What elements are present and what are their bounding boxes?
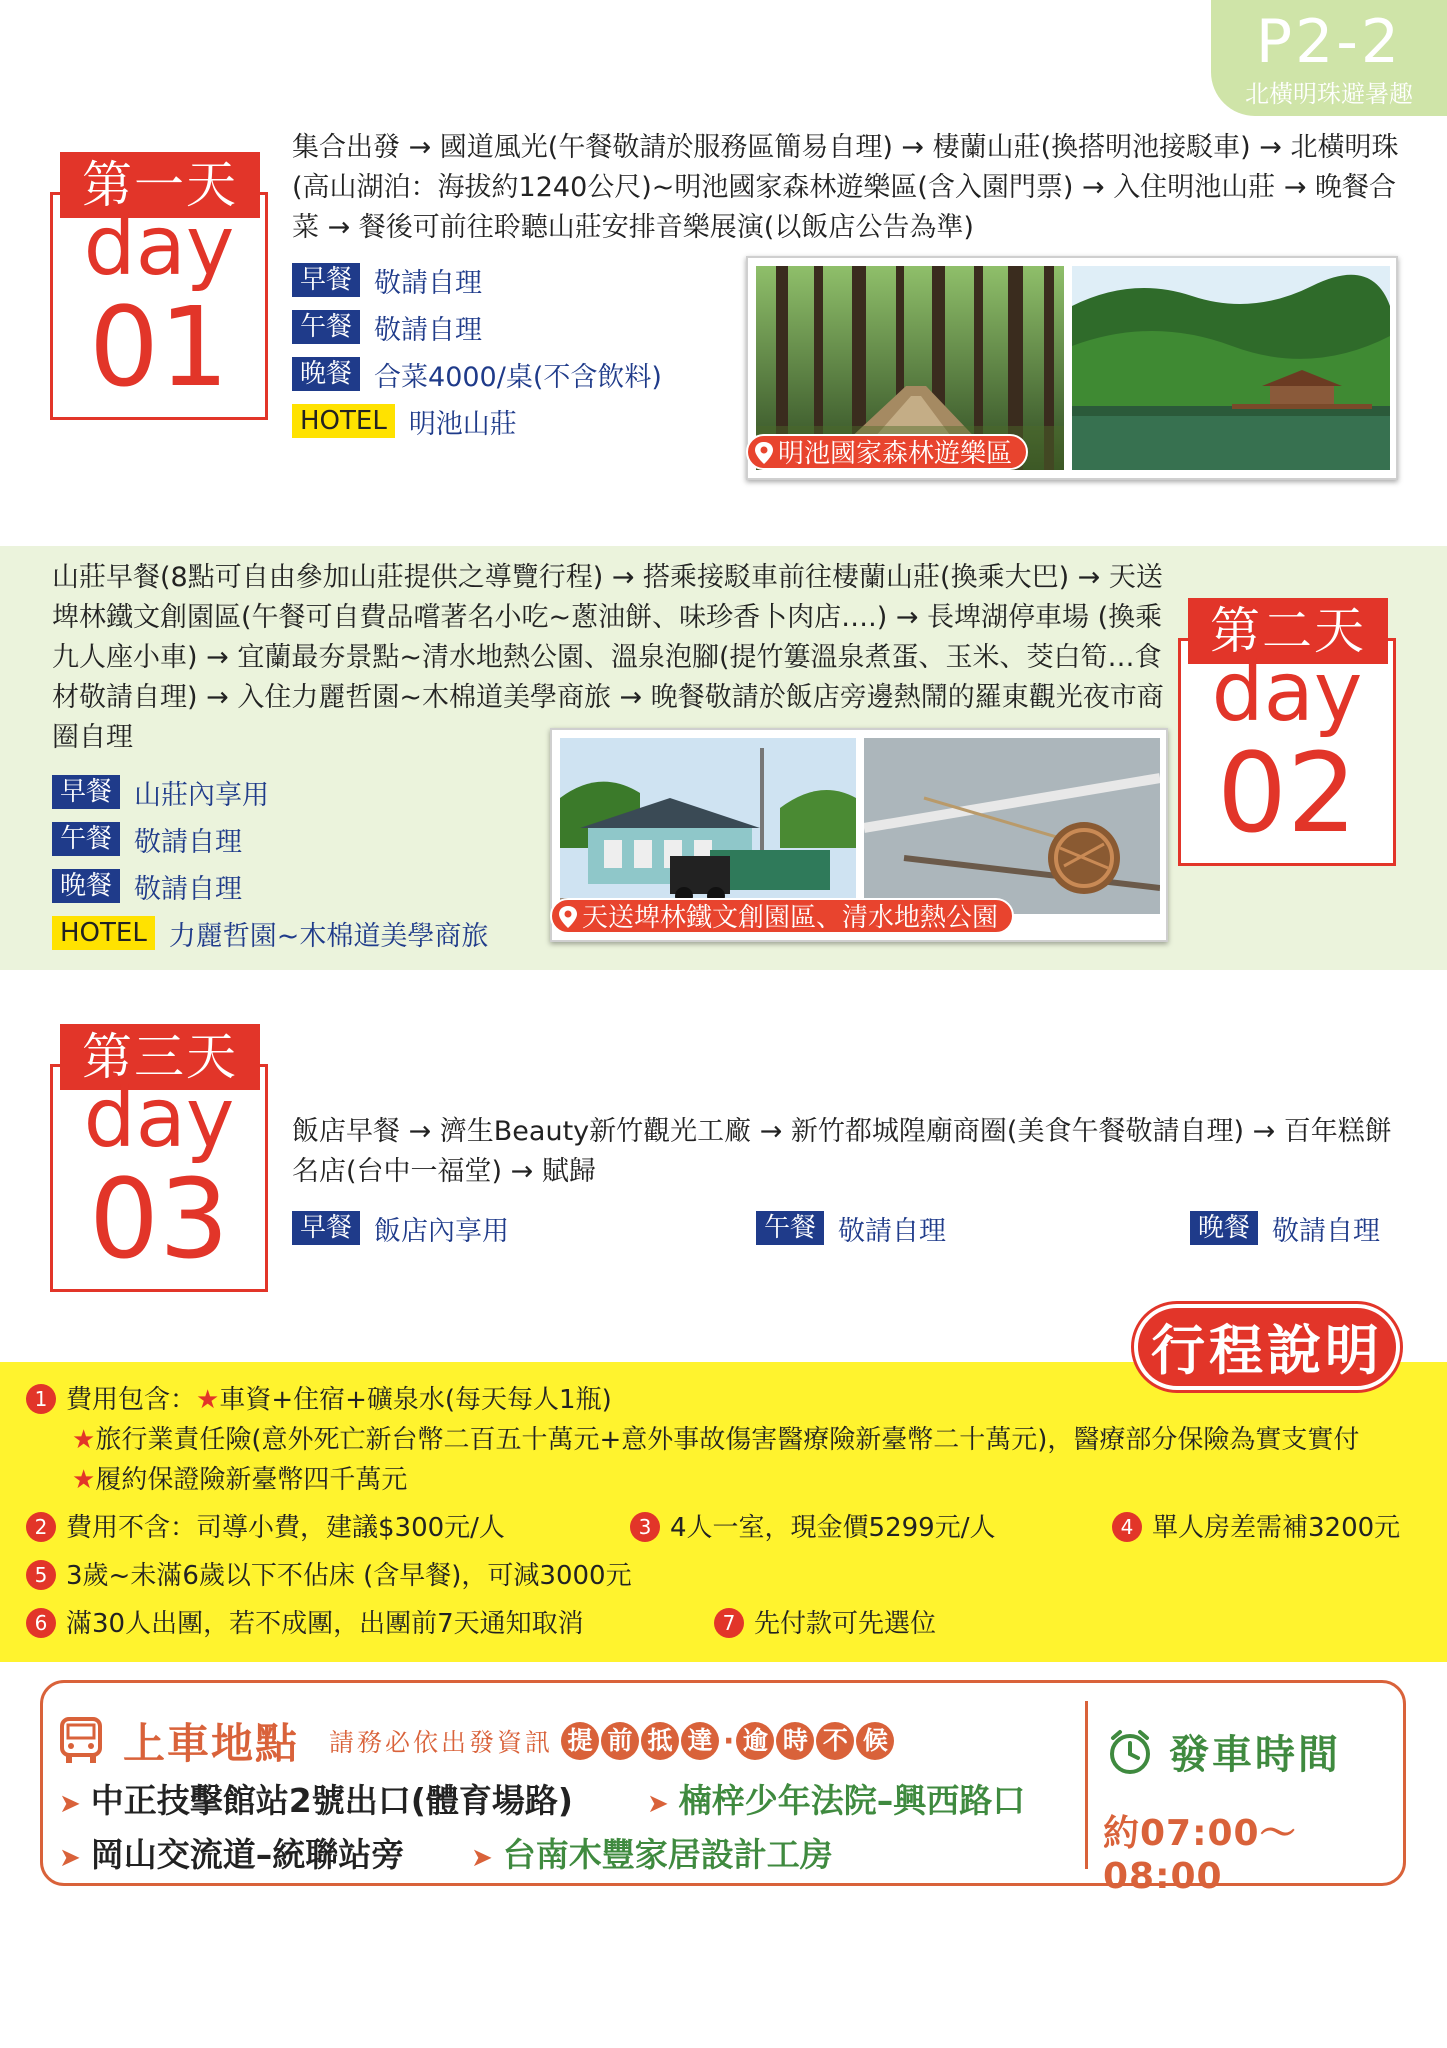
note-5 bbox=[26, 1556, 632, 1596]
pickup-location-text: 中正技擊館站2號出口(體育場路) bbox=[90, 1781, 573, 1820]
notice-char: 逾 bbox=[736, 1722, 774, 1760]
meal-value: 合菜4000/桌(不含飲料) bbox=[374, 361, 662, 393]
pickup-location-text: 岡山交流道–統聯站旁 bbox=[90, 1835, 405, 1874]
meal-row bbox=[52, 868, 488, 904]
note-text: 車資+住宿+礦泉水(每天每人1瓶) bbox=[219, 1385, 612, 1415]
meal-row bbox=[292, 309, 662, 345]
day3-dinner bbox=[1190, 1210, 1380, 1246]
meal-tag: 早餐 bbox=[292, 1211, 360, 1245]
meal-value: 敬請自理 bbox=[374, 314, 483, 346]
day3-badge bbox=[50, 1024, 268, 1294]
hotel-value: 力麗哲園~木棉道美學商旅 bbox=[168, 920, 489, 952]
train-photo bbox=[560, 738, 856, 914]
day2-photo-caption bbox=[550, 898, 1014, 934]
note-text: 履約保證險新臺幣四千萬元 bbox=[95, 1465, 408, 1495]
note-7 bbox=[714, 1604, 936, 1644]
note-text: 3歲~未滿6歲以下不佔床 (含早餐)，可減3000元 bbox=[66, 1561, 632, 1591]
meal-row bbox=[292, 356, 662, 392]
hotel-row bbox=[52, 915, 488, 951]
note-number: 5 bbox=[26, 1560, 56, 1590]
hotel-tag: HOTEL bbox=[292, 404, 395, 438]
meal-value: 敬請自理 bbox=[134, 826, 243, 858]
note-1 bbox=[26, 1380, 1359, 1420]
day3-badge-day: day bbox=[83, 1071, 235, 1166]
day1-badge bbox=[50, 152, 268, 422]
arrow-right-icon: ➤ bbox=[59, 1843, 81, 1873]
meal-tag: 午餐 bbox=[52, 822, 120, 856]
day3-badge-number: 03 bbox=[89, 1155, 229, 1283]
note-number: 7 bbox=[714, 1608, 744, 1638]
meal-row bbox=[52, 774, 488, 810]
note-1c bbox=[26, 1460, 1359, 1500]
day2-itinerary: 山莊早餐(8點可自由參加山莊提供之導覽行程) → 搭乘接駁車前往棲蘭山莊(換乘大巴) → 天送埤林鐵文創園區(午餐可自費品嚐著名小吃~蔥油餅、味珍香卜肉店….) → 長埤湖停車場 (換乘九人座小車) → 宜蘭最夯景點~清水地熱公園、溫泉泡腳(提竹簍溫泉煮蛋、玉米、茭白筍…食材敬請自理) → 入住力麗哲園~木棉道美學商旅 → 晚餐敬請於飯店旁邊熱鬧的羅東觀光夜市商圈自理 bbox=[52, 562, 1164, 753]
meal-value: 飯店內享用 bbox=[374, 1215, 510, 1247]
day1-badge-number: 01 bbox=[89, 283, 229, 411]
notice-char: 前 bbox=[601, 1722, 639, 1760]
meal-tag: 晚餐 bbox=[52, 869, 120, 903]
location-pin-icon bbox=[754, 441, 774, 465]
day1-photo-caption bbox=[746, 434, 1028, 470]
meal-value: 敬請自理 bbox=[1272, 1215, 1381, 1247]
note-2 bbox=[26, 1508, 505, 1548]
star-icon: ★ bbox=[72, 1465, 96, 1495]
arrow-right-icon: ➤ bbox=[59, 1789, 81, 1819]
day1-meals bbox=[292, 262, 662, 439]
day3-itinerary: 飯店早餐 → 濟生Beauty新竹觀光工廠 → 新竹都城隍廟商圈(美食午餐敬請自理) → 百年糕餅名店(台中一福堂) → 賦歸 bbox=[292, 1116, 1392, 1187]
note-6 bbox=[26, 1604, 584, 1644]
departure-time: 約07:00～08:00 bbox=[1103, 1813, 1297, 1897]
hotel-value: 明池山莊 bbox=[408, 408, 517, 440]
page-tag bbox=[1211, 0, 1447, 116]
meal-value: 敬請自理 bbox=[838, 1215, 947, 1247]
note-text: 先付款可先選位 bbox=[754, 1609, 937, 1639]
day2-badge-title: 第二天 bbox=[1188, 598, 1388, 664]
page-code: P2-2 bbox=[1255, 7, 1403, 77]
pickup-note: 請務必依出發資訊 bbox=[329, 1728, 554, 1757]
hotel-tag: HOTEL bbox=[52, 916, 155, 950]
departure-header bbox=[1107, 1723, 1341, 1780]
meal-value: 山莊內享用 bbox=[134, 779, 270, 811]
day2-photo-frame bbox=[550, 728, 1168, 942]
day3-breakfast bbox=[292, 1210, 509, 1246]
day2-meals bbox=[52, 774, 488, 951]
day1-itinerary: 集合出發 → 國道風光(午餐敬請於服務區簡易自理) → 棲蘭山莊(換搭明池接駁車) → 北橫明珠(高山湖泊：海拔約1240公尺)~明池國家森林遊樂區(含入園門票) → 入住明池山莊 → 晚餐合菜 → 餐後可前往聆聽山莊安排音樂展演(以飯店公告為準) bbox=[292, 132, 1399, 243]
hotel-row bbox=[292, 403, 662, 439]
departure-title: 發車時間 bbox=[1169, 1732, 1341, 1778]
day1-photo-frame bbox=[746, 256, 1398, 480]
clock-icon bbox=[1107, 1729, 1153, 1775]
star-icon: ★ bbox=[196, 1385, 220, 1415]
note-4 bbox=[1112, 1508, 1400, 1548]
meal-tag: 晚餐 bbox=[292, 357, 360, 391]
notice-char: 達 bbox=[681, 1722, 719, 1760]
note-number: 4 bbox=[1112, 1512, 1142, 1542]
hotspring-photo bbox=[864, 738, 1160, 914]
meal-value: 敬請自理 bbox=[374, 267, 483, 299]
notes-list bbox=[26, 1380, 1359, 1508]
notice-char: 候 bbox=[856, 1722, 894, 1760]
meal-value: 敬請自理 bbox=[134, 873, 243, 905]
pickup-location-text: 台南木豐家居設計工房 bbox=[502, 1835, 833, 1874]
day1-badge-day: day bbox=[83, 199, 235, 294]
hotspring-basket-image bbox=[864, 738, 1160, 914]
notes-title: 行程說明 bbox=[1134, 1304, 1400, 1390]
note-text: 單人房差需補3200元 bbox=[1152, 1513, 1401, 1543]
notice-char: 提 bbox=[561, 1722, 599, 1760]
day1-caption-text: 明池國家森林遊樂區 bbox=[778, 439, 1013, 469]
day2-badge-number: 02 bbox=[1217, 729, 1357, 857]
pickup-location-2 bbox=[647, 1775, 1025, 1822]
pickup-divider bbox=[1085, 1701, 1088, 1869]
pickup-location-text: 楠梓少年法院–興西路口 bbox=[678, 1781, 1026, 1820]
notice-dot: · bbox=[723, 1723, 735, 1759]
arrow-right-icon: ➤ bbox=[647, 1789, 669, 1819]
star-icon: ★ bbox=[72, 1425, 96, 1455]
day2-caption-text: 天送埤林鐵文創園區、清水地熱公園 bbox=[582, 903, 999, 933]
note-text: 滿30人出團，若不成團，出團前7天通知取消 bbox=[66, 1609, 584, 1639]
day3-lunch bbox=[756, 1210, 946, 1246]
meal-tag: 早餐 bbox=[292, 263, 360, 297]
note-3 bbox=[630, 1508, 995, 1548]
note-text: 4人一室，現金價5299元/人 bbox=[670, 1513, 996, 1543]
meal-tag: 午餐 bbox=[756, 1211, 824, 1245]
lake-photo bbox=[1072, 266, 1390, 470]
meal-tag: 晚餐 bbox=[1190, 1211, 1258, 1245]
location-pin-icon bbox=[558, 905, 578, 929]
pickup-title: 上車地點 bbox=[123, 1719, 300, 1768]
day2-badge bbox=[1178, 598, 1396, 868]
note-1b bbox=[26, 1420, 1359, 1460]
pickup-box bbox=[40, 1680, 1406, 1897]
note-number: 2 bbox=[26, 1512, 56, 1542]
meal-tag: 午餐 bbox=[292, 310, 360, 344]
note-text: 旅行業責任險(意外死亡新台幣二百五十萬元+意外事故傷害醫療險新臺幣二十萬元)，醫療部分保險為實支實付 bbox=[95, 1425, 1360, 1455]
note-text: 費用不含：司導小費，建議$300元/人 bbox=[66, 1513, 505, 1543]
arrow-right-icon: ➤ bbox=[471, 1843, 493, 1873]
notice-char: 時 bbox=[776, 1722, 814, 1760]
pickup-location-1 bbox=[59, 1775, 573, 1822]
meal-row bbox=[292, 262, 662, 298]
day2-badge-day: day bbox=[1211, 645, 1363, 740]
page-subtitle: 北橫明珠避暑趣 bbox=[1245, 80, 1413, 108]
pickup-location-3 bbox=[59, 1829, 404, 1876]
bus-icon bbox=[59, 1716, 103, 1766]
pickup-location-4 bbox=[471, 1829, 833, 1876]
note-label: 費用包含： bbox=[66, 1385, 197, 1415]
day3-badge-title: 第三天 bbox=[60, 1024, 260, 1090]
note-number: 3 bbox=[630, 1512, 660, 1542]
notice-char: 不 bbox=[816, 1722, 854, 1760]
notice-char: 抵 bbox=[641, 1722, 679, 1760]
meal-row bbox=[52, 821, 488, 857]
pickup-header bbox=[59, 1711, 896, 1771]
day1-badge-title: 第一天 bbox=[60, 152, 260, 218]
train-station-image bbox=[560, 738, 856, 914]
note-number: 1 bbox=[26, 1384, 56, 1414]
meal-tag: 早餐 bbox=[52, 775, 120, 809]
note-number: 6 bbox=[26, 1608, 56, 1638]
lake-image bbox=[1072, 266, 1390, 470]
